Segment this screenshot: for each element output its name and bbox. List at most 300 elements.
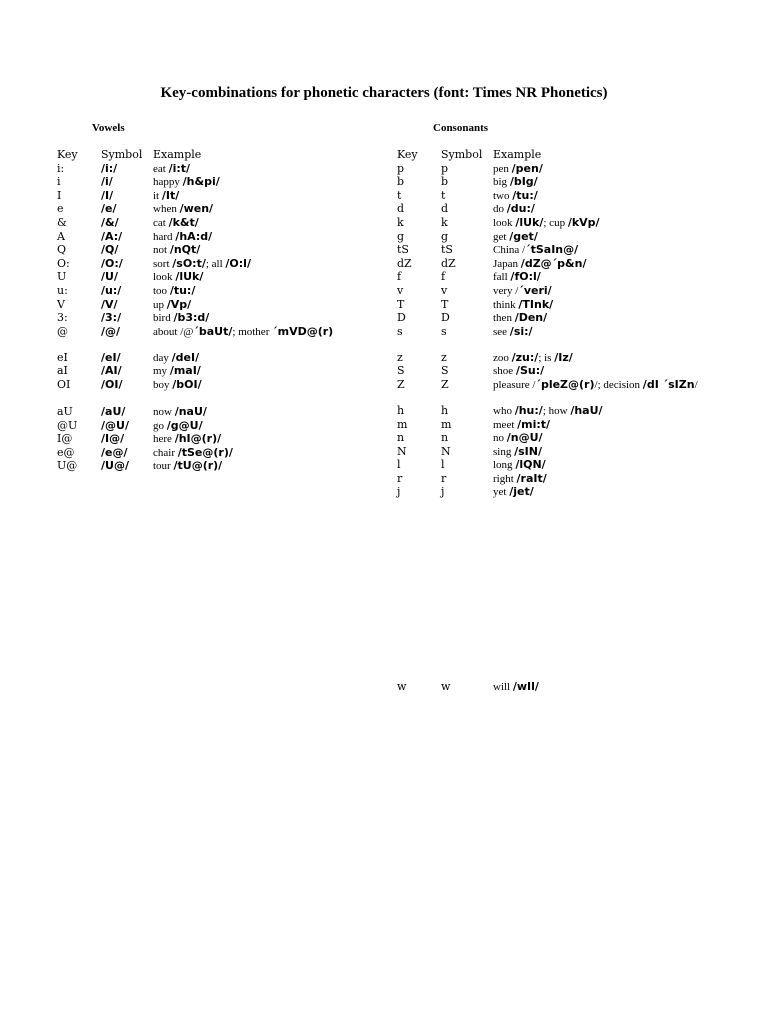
example-cell [153, 243, 383, 257]
example-cell [493, 325, 753, 339]
consonant-row [397, 680, 757, 694]
key-cell: l [397, 458, 401, 472]
example-word: up [153, 298, 167, 311]
phonetic-transcription: /b3:d/ [173, 311, 210, 325]
phonetic-transcription: /pen/ [511, 161, 543, 175]
example-cell [153, 446, 383, 460]
phonetic-transcription: /deI/ [171, 350, 200, 364]
symbol-cell: h [441, 403, 449, 417]
example-cell [153, 405, 383, 419]
key-cell: f [397, 270, 402, 284]
consonant-row [397, 298, 757, 312]
key-cell: eI [57, 350, 68, 364]
consonant-row [397, 202, 757, 216]
phonetic-transcription: /n@U/ [506, 431, 543, 445]
symbol-cell: w [441, 680, 451, 693]
example-word: then [493, 312, 515, 325]
example-word: meet [493, 418, 518, 431]
phonetic-transcription: /dZ@´p&n/ [520, 256, 587, 270]
symbol-cell: l [441, 458, 445, 472]
key-cell: p [397, 161, 405, 175]
symbol-cell: r [441, 471, 447, 485]
example-word: hard [153, 230, 176, 243]
phonetic-transcription: /wen/ [179, 202, 214, 216]
symbol-cell: /&/ [101, 215, 119, 229]
consonant-row [397, 445, 757, 459]
phonetic-transcription: /dI ´sIZn [642, 377, 695, 391]
example-word: look [493, 216, 516, 229]
symbol-cell: /I@/ [101, 432, 125, 446]
symbol-cell: T [441, 297, 449, 311]
example-cell [153, 230, 383, 244]
consonant-row [397, 431, 757, 445]
phonetic-transcription: /hA:d/ [175, 229, 213, 243]
symbol-cell: m [441, 417, 452, 431]
symbol-cell: /AI/ [101, 364, 122, 378]
phonetic-transcription: /du:/ [506, 202, 535, 216]
consonant-w-rows [397, 680, 757, 694]
example-word: / [694, 378, 698, 391]
key-cell: I@ [57, 432, 73, 446]
example-word: ; is [538, 351, 555, 364]
key-cell: tS [397, 243, 409, 257]
key-cell: @U [57, 418, 78, 432]
example-cell [493, 230, 753, 244]
consonants-header-row [397, 148, 757, 162]
row-spacer [57, 392, 377, 406]
symbol-cell: /@/ [101, 324, 121, 338]
key-cell: N [397, 444, 407, 458]
symbol-cell: /eI/ [101, 350, 121, 364]
vowel-row [57, 419, 377, 433]
vowel-row [57, 230, 377, 244]
example-word: here [153, 433, 175, 446]
example-cell [153, 378, 383, 392]
example-word: big [493, 176, 510, 189]
example-cell [493, 243, 753, 257]
example-cell [493, 485, 753, 499]
example-cell [493, 202, 753, 216]
key-cell: OI [57, 377, 71, 391]
example-word: not [153, 244, 170, 257]
symbol-cell: /O:/ [101, 256, 123, 270]
symbol-cell: b [441, 175, 449, 189]
symbol-cell: g [441, 229, 449, 243]
key-cell: Z [397, 377, 405, 391]
example-cell [153, 162, 383, 176]
consonant-w-table [397, 680, 757, 694]
key-cell: t [397, 188, 402, 202]
consonant-row [397, 230, 757, 244]
symbol-cell: /3:/ [101, 311, 122, 325]
example-word: sing [493, 445, 515, 458]
consonant-row [397, 311, 757, 325]
example-word: pleasure / [493, 378, 536, 391]
example-word: ; how [542, 404, 571, 417]
symbol-cell: /Q/ [101, 243, 119, 257]
phonetic-transcription: /si:/ [509, 324, 533, 338]
example-word: ; cup [543, 216, 568, 229]
key-cell: T [397, 297, 405, 311]
phonetic-transcription: ´baUt/ [193, 324, 233, 338]
consonant-row [397, 364, 757, 378]
key-cell: n [397, 431, 405, 445]
phonetic-transcription: /wIl/ [512, 680, 539, 693]
vowels-header-row [57, 148, 377, 162]
example-cell [493, 445, 753, 459]
symbol-cell: D [441, 311, 450, 325]
symbol-cell: tS [441, 243, 453, 257]
symbol-cell: p [441, 161, 449, 175]
example-word: pen [493, 162, 512, 175]
key-cell: v [397, 283, 404, 297]
example-word: too [153, 284, 170, 297]
consonant-row [397, 351, 757, 365]
consonant-row [397, 284, 757, 298]
example-word: right [493, 472, 517, 485]
vowel-row [57, 446, 377, 460]
example-cell [493, 458, 753, 472]
example-cell [493, 175, 753, 189]
symbol-cell: /@U/ [101, 418, 129, 432]
symbol-cell: /I/ [101, 188, 114, 202]
consonant-row [397, 175, 757, 189]
example-word: cat [153, 216, 169, 229]
example-word: no [493, 432, 507, 445]
symbol-cell: /e/ [101, 202, 117, 216]
key-cell: D [397, 311, 406, 325]
phonetic-transcription: /jet/ [509, 485, 534, 499]
symbol-cell: n [441, 431, 449, 445]
phonetic-transcription: /tu:/ [512, 188, 538, 202]
phonetic-transcription: /tSe@(r)/ [177, 445, 233, 459]
phonetic-transcription: /naU/ [174, 405, 207, 419]
symbol-cell: /U/ [101, 270, 118, 284]
example-cell [493, 378, 753, 392]
symbol-cell: /u:/ [101, 283, 122, 297]
example-cell [153, 311, 383, 325]
key-cell: b [397, 175, 405, 189]
example-word: day [153, 351, 172, 364]
vowel-row [57, 175, 377, 189]
consonant-row [397, 458, 757, 472]
vowel-row [57, 325, 377, 351]
consonant-row [397, 472, 757, 486]
key-cell: aU [57, 405, 73, 419]
example-word: zoo [493, 351, 512, 364]
phonetic-transcription: /g@U/ [166, 418, 203, 432]
consonants-rows [397, 162, 757, 499]
consonant-row [397, 189, 757, 203]
example-cell [153, 284, 383, 298]
key-column-header: Key [397, 148, 418, 161]
key-cell: z [397, 350, 403, 364]
key-cell: h [397, 403, 405, 417]
example-word: about /@ [153, 325, 194, 338]
example-word: two [493, 189, 513, 202]
phonetic-transcription: /zu:/ [511, 350, 539, 364]
example-word: /; decision [594, 378, 643, 391]
example-word: happy [153, 176, 183, 189]
example-word: bird [153, 312, 174, 325]
vowel-row [57, 202, 377, 216]
example-word: boy [153, 378, 173, 391]
phonetic-transcription: /lUk/ [515, 215, 544, 229]
key-cell: dZ [397, 256, 412, 270]
example-word: now [153, 406, 175, 419]
phonetic-transcription: /fO:l/ [510, 270, 541, 284]
phonetic-transcription: /sO:t/ [172, 256, 206, 270]
consonants-table [397, 148, 757, 499]
symbol-cell: z [441, 350, 447, 364]
key-cell: s [397, 324, 403, 338]
phonetic-transcription: /Su:/ [515, 364, 545, 378]
key-cell: r [397, 471, 403, 485]
example-word: when [153, 203, 180, 216]
phonetic-transcription: /mi:t/ [517, 417, 551, 431]
consonant-row [397, 243, 757, 257]
example-cell [493, 680, 753, 694]
phonetic-transcription: /tu:/ [169, 283, 196, 297]
vowel-row [57, 189, 377, 203]
phonetic-transcription: /It/ [161, 188, 180, 202]
consonant-row [397, 485, 757, 499]
phonetic-transcription: /maI/ [169, 364, 201, 378]
key-cell: U [57, 270, 67, 284]
symbol-cell: v [441, 283, 448, 297]
symbol-cell: s [441, 324, 447, 338]
vowels-table [57, 148, 377, 473]
example-cell [153, 202, 383, 216]
example-word: it [153, 189, 162, 202]
example-word: long [493, 459, 516, 472]
key-cell: 3: [57, 311, 68, 325]
symbol-cell: Z [441, 377, 449, 391]
example-word: fall [493, 271, 511, 284]
vowel-row [57, 311, 377, 325]
symbol-column-header: Symbol [441, 148, 483, 161]
symbol-cell: dZ [441, 256, 456, 270]
phonetic-transcription: /Vp/ [166, 297, 192, 311]
example-word: eat [153, 162, 169, 175]
symbol-cell: S [441, 364, 449, 378]
symbol-cell: /A:/ [101, 229, 123, 243]
phonetic-transcription: /h&pi/ [182, 175, 220, 189]
phonetic-transcription: /hI@(r)/ [174, 432, 222, 446]
symbol-cell: f [441, 270, 446, 284]
consonant-row [397, 257, 757, 271]
example-word: go [153, 419, 167, 432]
phonetic-transcription: /tU@(r)/ [173, 459, 223, 473]
key-cell: Q [57, 243, 67, 257]
symbol-cell: /e@/ [101, 445, 128, 459]
key-cell: i [57, 175, 61, 189]
example-cell [493, 189, 753, 203]
symbol-cell: /i:/ [101, 161, 118, 175]
example-cell [153, 325, 383, 339]
phonetic-transcription: ´veri/ [518, 283, 552, 297]
example-cell [493, 351, 753, 365]
key-cell: w [397, 680, 407, 693]
phonetic-transcription: /bOI/ [172, 377, 202, 391]
example-cell [493, 404, 753, 418]
example-cell [153, 257, 383, 271]
example-cell [153, 351, 383, 365]
vowel-row [57, 378, 377, 392]
example-word: Japan [493, 257, 521, 270]
consonant-row [397, 404, 757, 418]
key-cell: g [397, 229, 405, 243]
key-cell: O: [57, 256, 70, 270]
example-cell [493, 162, 753, 176]
key-cell: @ [57, 324, 68, 338]
consonant-row [397, 378, 757, 404]
example-cell [153, 364, 383, 378]
phonetic-transcription: /hu:/ [514, 403, 543, 417]
key-cell: m [397, 417, 408, 431]
vowel-row [57, 243, 377, 257]
symbol-cell: /V/ [101, 297, 118, 311]
example-word: yet [493, 486, 510, 499]
consonant-row [397, 418, 757, 432]
example-cell [153, 216, 383, 230]
phonetic-transcription: /haU/ [570, 403, 603, 417]
key-cell: V [57, 297, 65, 311]
example-cell [153, 432, 383, 446]
phonetic-transcription: /sIN/ [514, 444, 542, 458]
example-cell [153, 175, 383, 189]
example-cell [493, 257, 753, 271]
example-cell [493, 298, 753, 312]
key-column-header: Key [57, 148, 78, 161]
symbol-cell: /OI/ [101, 377, 123, 391]
example-word: ; all [205, 257, 226, 270]
phonetic-transcription: /lUk/ [175, 270, 204, 284]
example-word: sort [153, 257, 173, 270]
phonetic-transcription: /k&t/ [168, 215, 199, 229]
symbol-cell: N [441, 444, 451, 458]
example-word: shoe [493, 365, 516, 378]
symbol-cell: j [441, 485, 445, 499]
phonetic-transcription: /raIt/ [516, 471, 547, 485]
example-word: look [153, 271, 176, 284]
example-word: see [493, 325, 510, 338]
example-word: chair [153, 446, 178, 459]
key-cell: u: [57, 283, 68, 297]
vowel-row [57, 364, 377, 378]
phonetic-transcription: ´pleZ@(r) [535, 377, 595, 391]
example-word: do [493, 203, 507, 216]
example-word: tour [153, 460, 174, 473]
consonants-heading: Consonants [433, 122, 489, 134]
example-cell [493, 472, 753, 486]
phonetic-transcription: /kVp/ [567, 215, 600, 229]
key-cell: j [397, 485, 401, 499]
example-cell [493, 284, 753, 298]
key-cell: i: [57, 161, 65, 175]
phonetic-transcription: /O:l/ [225, 256, 251, 270]
vowels-heading: Vowels [92, 122, 125, 134]
example-cell [153, 189, 383, 203]
key-cell: & [57, 215, 67, 229]
vowel-row [57, 459, 377, 473]
vowel-row [57, 270, 377, 284]
example-word: very / [493, 284, 519, 297]
vowel-row [57, 351, 377, 365]
key-cell: I [57, 188, 62, 202]
phonetic-transcription: /get/ [509, 229, 538, 243]
consonant-row [397, 216, 757, 230]
example-cell [493, 270, 753, 284]
example-word: get [493, 230, 510, 243]
phonetic-transcription: /TInk/ [518, 297, 554, 311]
example-cell [493, 364, 753, 378]
example-cell [153, 298, 383, 312]
vowels-rows [57, 162, 377, 473]
phonetic-transcription: ´mVD@(r) [272, 324, 334, 338]
example-word: ; mother [232, 325, 273, 338]
symbol-cell: k [441, 215, 448, 229]
consonant-row [397, 162, 757, 176]
example-cell [153, 270, 383, 284]
vowel-row [57, 257, 377, 271]
phonetic-transcription: /i:t/ [168, 161, 191, 175]
page-title: Key-combinations for phonetic characters (font: Times NR Phonetics) [160, 85, 608, 101]
key-cell: U@ [57, 459, 78, 473]
key-cell: A [57, 229, 65, 243]
symbol-column-header: Symbol [101, 148, 143, 161]
vowel-row [57, 162, 377, 176]
key-cell: aI [57, 364, 68, 378]
phonetic-transcription: /bIg/ [509, 175, 538, 189]
phonetic-transcription: /Iz/ [554, 350, 573, 364]
symbol-cell: /aU/ [101, 405, 126, 419]
example-column-header: Example [153, 148, 202, 161]
example-cell [153, 459, 383, 473]
example-word: China / [493, 244, 526, 257]
symbol-cell: d [441, 202, 449, 216]
example-word: think [493, 298, 519, 311]
vowel-row [57, 405, 377, 419]
example-cell [493, 431, 753, 445]
example-cell [493, 311, 753, 325]
key-cell: e@ [57, 445, 75, 459]
symbol-cell: /i/ [101, 175, 113, 189]
key-cell: e [57, 202, 64, 216]
vowel-row [57, 432, 377, 446]
vowel-row [57, 216, 377, 230]
example-cell [153, 419, 383, 433]
consonant-row [397, 270, 757, 284]
vowel-row [57, 298, 377, 312]
example-cell [493, 216, 753, 230]
symbol-cell: /U@/ [101, 459, 129, 473]
key-cell: S [397, 364, 405, 378]
phonetic-transcription: /lQN/ [515, 458, 546, 472]
example-word: who [493, 404, 515, 417]
example-cell [493, 418, 753, 432]
phonetic-transcription: ´tSaIn@/ [525, 243, 579, 257]
consonant-row [397, 325, 757, 351]
example-column-header: Example [493, 148, 542, 161]
key-cell: k [397, 215, 404, 229]
symbol-cell: t [441, 188, 446, 202]
phonetic-transcription: /Den/ [514, 311, 548, 325]
example-word: will [493, 681, 513, 693]
example-word: my [153, 365, 170, 378]
vowel-row [57, 284, 377, 298]
phonetic-transcription: /nQt/ [169, 243, 201, 257]
